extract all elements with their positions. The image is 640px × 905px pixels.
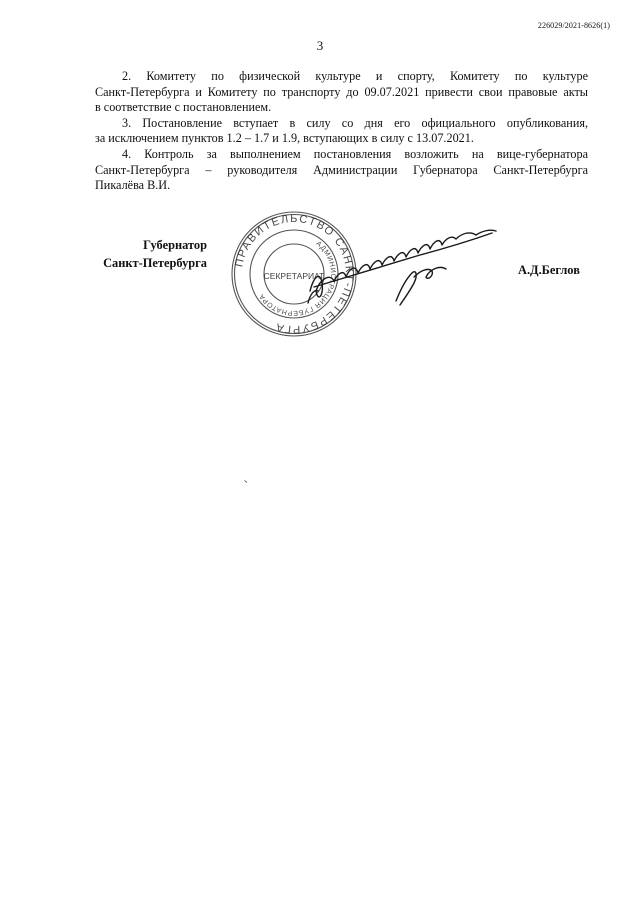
signatory-title — [97, 237, 207, 272]
signer-name: А.Д.Беглов — [518, 263, 580, 277]
document-id: 226029/2021-8626(1) — [537, 21, 610, 30]
text-line: 4. Контроль за выполнением постановления возложить на вице-губернатора — [122, 146, 588, 161]
handwritten-signature — [300, 221, 500, 311]
page-number: 3 — [316, 38, 324, 53]
document-body — [95, 69, 588, 194]
text-line: за исключением пунктов 1.2 – 1.7 и 1.9, вступающих в силу с 13.07.2021. — [95, 131, 474, 146]
paragraph-3 — [95, 116, 588, 147]
seal-inner-text: АДМИНИСТРАЦИЯ ГУБЕРНАТОРА — [258, 240, 337, 317]
scan-speck — [244, 480, 248, 483]
signatory-title-line: Санкт-Петербурга — [103, 255, 207, 270]
paragraph-2 — [95, 69, 588, 116]
seal-outer-text: ПРАВИТЕЛЬСТВО САНКТ-ПЕТЕРБУРГА — [233, 212, 356, 336]
text-line: Пикалёва В.И. — [95, 178, 171, 193]
text-line: Санкт-Петербурга – руководителя Администрации Губернатора Санкт-Петербурга — [95, 162, 588, 177]
text-line: Санкт-Петербурга и Комитету по транспорту до 09.07.2021 привести свои правовые акты — [95, 84, 588, 99]
text-line: 3. Постановление вступает в силу со дня его официального опубликования, — [122, 115, 588, 130]
signatory-title-line: Губернатор — [143, 238, 207, 252]
text-line: 2. Комитету по физической культуре и спорту, Комитету по культуре — [122, 69, 588, 83]
seal-center-text: СЕКРЕТАРИАТ — [263, 271, 325, 281]
paragraph-4 — [95, 147, 588, 194]
text-line: в соответствие с постановлением. — [95, 100, 272, 115]
